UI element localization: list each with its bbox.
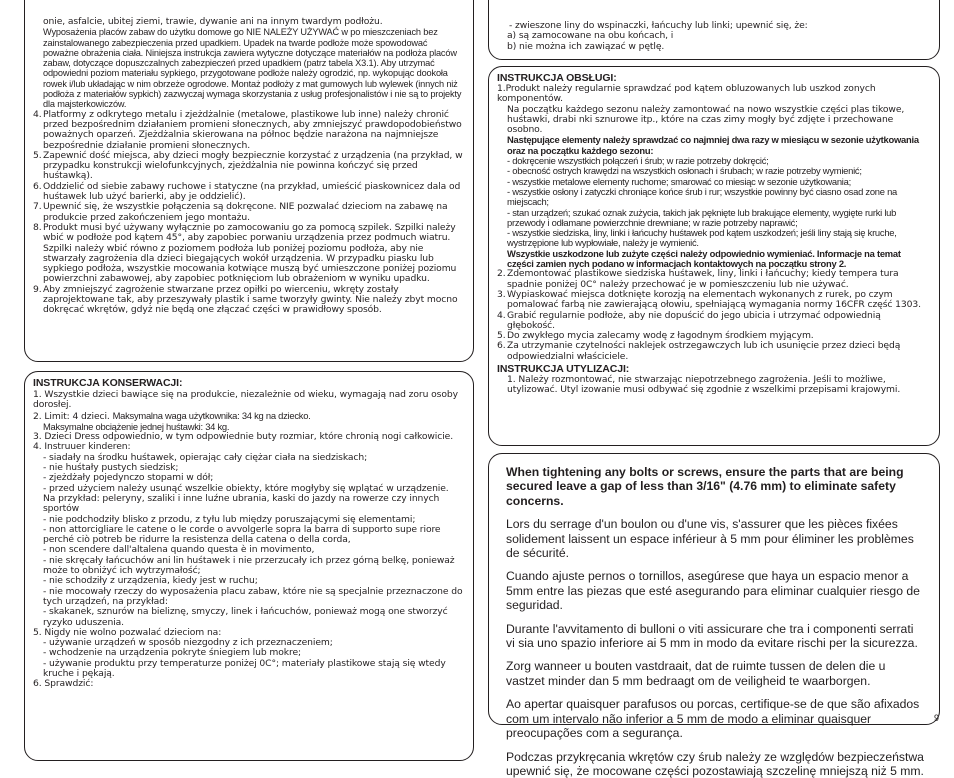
list-item: 5. Zapewnić dość miejsca, aby dzieci mogły bezpiecznie korzystać z urządzenia (na przykład, w przypadku konstrukcji wielofunkcyjnych, zjeżdżalnia nie powinna kończyć się przed huśtawką). — [33, 151, 463, 182]
warning-french: Lors du serrage d'un boulon ou d'une vis, s'assurer que les pièces fixées solidement laissent un espace inférieur à 5 mm pour éliminer les problèmes de sécurité. — [506, 517, 925, 560]
sub-list-item: - nie schodziły z urządzenia, kiedy jest w ruchu; — [43, 576, 463, 586]
sub-list-item: - przed użyciem należy usunąć wszelkie obiekty, które mogłyby się wplątać w urządzenie. Na przykład: peleryny, szaliki i inne luźne ubrania, kaski do jazdy na rowerze czy innych sportów — [43, 484, 463, 515]
sub-list-item: - non scendere dall'altalena quando questa è in movimento, — [43, 545, 463, 555]
sub-list-item: - nie podchodziły blisko z przodu, z tyłu lub między poruszającymi się elementami; — [43, 515, 463, 525]
list-item: 3. Dzieci Dress odpowiednio, w tym odpowiednie buty rozmiar, które chronią nogi całkowicie. — [33, 432, 463, 442]
list-item: 4. Grabić regularnie podłoże, aby nie dopuścić do jego ubicia i utrzymać odpowiednią głębokość. — [497, 311, 929, 332]
operation-box — [488, 66, 940, 446]
text-line: - zwieszone liny do wspinaczki, łańcuchy lub linki; upewnić się, że: — [507, 21, 929, 31]
list-item: 6. Za utrzymanie czytelności naklejek ostrzegawczych lub ich usunięcie przez dzieci będą odpowiedzialni właściciele. — [497, 341, 929, 362]
check-item: - wszystkie osłony i zatyczki chroniące końce śrub i rur; wszystkie powinny być ciasno osad zone na miejscach; — [507, 187, 929, 208]
sub-list-item: - wchodzenie na urządzenia pokryte śniegiem lub mokre; — [43, 648, 463, 658]
list-item: 2. Zdemontować plastikowe siedziska huśtawek, liny, linki i łańcuchy; kiedy tempera tura spadnie poniżej 0C° należy przechować je w pomieszczeniu lub nie używać. — [497, 269, 929, 290]
warning-portuguese: Ao apertar quaisquer parafusos ou porcas, certifique-se de que são afixados com um intervalo não inferior a 5 mm de modo a eliminar quaisquer preocupações com a segurança. — [506, 697, 925, 740]
list-item: 9. Aby zmniejszyć zagrożenie stwarzane przez opiłki po wierceniu, wkręty zostały zaprojektowane tak, aby przeszywały plastik i same tworzyły gwinty. Nie należy zbyt mocno dokręcać wkrętów, gdyż nie będą one złączać części w prawidłowy sposób. — [33, 285, 463, 316]
warning-english: When tightening any bolts or screws, ensure the parts that are being secured leave a gap of less than 3/16" (4.76 mm) to eliminate safety concerns. — [506, 465, 925, 508]
bold-note: Wszystkie uszkodzone lub zużyte części należy odpowiednio wymieniać. Informacje na temat części zamien nych podano w informacjach kontaktowych na początku strony 2. — [497, 249, 929, 270]
warning-spanish: Cuando ajuste pernos o tornillos, asegúrese que haya un espacio menor a 5mm entre las piezas que esté asegurando para eliminar cualquier riesgo de seguridad. — [506, 569, 925, 612]
warning-italian: Durante l'avvitamento di bulloni o viti assicurare che tra i componenti serrati vi sia uno spazio inferiore ai 5 mm in modo da evitare rischi per la sicurezza. — [506, 622, 925, 651]
section-heading: INSTRUKCJA KONSERWACJI: — [33, 378, 463, 389]
safety-warning-box — [488, 453, 940, 725]
list-item: 4. Instruuer kinderen: — [33, 442, 463, 452]
installation-box — [24, 0, 474, 362]
check-item: - stan urządzeń; szukać oznak zużycia, takich jak pęknięte lub brakujące elementy, wygięte rurki lub przewody i odłamane powierzchnie drewniane; w razie potrzeby naprawić; — [507, 208, 929, 229]
inspection-box — [488, 0, 940, 60]
text-line: b) nie można ich zawiązać w pętlę. — [507, 42, 929, 52]
sub-list-item: - używanie produktu przy temperaturze poniżej 0C°; materiały plastikowe stają się wtedy kruche i pękają. — [43, 659, 463, 680]
page-number: 9 — [934, 713, 939, 723]
check-item: - wszystkie siedziska, liny, linki i łańcuchy huśtawek pod kątem uszkodzeń; jeśli liny stają się kruche, wystrzępione lub wypłowiałe, należy je wymienić. — [507, 228, 929, 249]
text-paragraph: Wyposażenia placów zabaw do użytku domowe go NIE NALEŻY UŻYWAĆ w po mieszczeniach bez zainstalowanego zabezpieczenia przed upadkiem. Upadek na twarde podłoże może spowodować poważne obrażenia ciała. Niniejsza instrukcja zawiera wytyczne dotyczące materiałów na podłoża placów zabaw, dotyczące dopuszczalnych zabezpieczeń przed upadkiem (patrz tabela X3.1). Aby utrzymać odpowiedni poziom materiału sypkiego, przygotowane podłoże należy ogrodzić, np. wykopując dookoła rowek i/lub układając w nim obrzeże ogrodowe. Montaż podłoży z mat gumowych lub wylewek (innych niż podłoża z materiałów sypkich) zazwyczaj wymaga skorzystania z usług profesjonalistów i nie są to projekty dla majsterkowiczów. — [33, 27, 463, 109]
sub-list-item: - siadały na środku huśtawek, opierając cały ciężar ciała na siedziskach; — [43, 453, 463, 463]
sub-list-item: - nie huśtały pustych siedzisk; — [43, 463, 463, 473]
check-list — [497, 156, 929, 249]
sub-list — [33, 638, 463, 679]
check-item: - wszystkie metalowe elementy ruchome; smarować co miesiąc w sezonie użytkowania; — [507, 177, 929, 187]
conservation-box — [24, 371, 474, 761]
list-item: 1.Produkt należy regularnie sprawdzać pod kątem obluzowanych lub uszkod zonych komponentów. — [497, 84, 929, 105]
warning-dutch: Zorg wanneer u bouten vastdraait, dat de ruimte tussen de delen die u vastzet minder dan 5 mm bedraagt om de veiligheid te waarborgen. — [506, 659, 925, 688]
sub-list-item: - non attorcigliare le catene o le corde o avvolgerle sopra la barra di supporto supe riore perché ciò potreb be ridurre la resistenza della catena o della corda, — [43, 525, 463, 546]
warning-polish: Podczas przykręcania wkrętów czy śrub należy ze względów bezpieczeństwa upewnić się, że mocowane części pozostawiają szczelinę mniejszą niż 5 mm. — [506, 750, 925, 778]
text-paragraph: 1. Należy rozmontować, nie stwarzając niepotrzebnego zagrożenia. Jeśli to możliwe, utylizować. Utyl izowanie musi odbywać się zgodnie z wszelkimi przepisami krajowymi. — [497, 375, 929, 396]
list-item: 1. Wszystkie dzieci bawiące się na produkcie, niezależnie od wieku, wymagają nad zoru osoby dorosłej. — [33, 390, 463, 411]
check-item: - dokręcenie wszystkich połączeń i śrub; w razie potrzeby dokręcić; — [507, 156, 929, 166]
section-heading: INSTRUKCJA OBSŁUGI: — [497, 73, 929, 84]
list-item: 8. Produkt musi być używany wyłącznie po zamocowaniu go za pomocą szpilek. Szpilki należy wbić w podłoże pod kątem 45°, aby zapobiec porwaniu urządzenia przez podmuch wiatru. Szpilki należy wbić równo z poziomem podłoża lub poniżej poziomu podłoża, aby nie stwarzały zagrożenia dla dzieci biegających wokół urządzenia. W przypadku piasku lub sypkiego podłoża, wszystkie mocowania kotwiące muszą być umieszczone poniżej poziomu powierzchni zabawowej, aby zapobiec potknięciom lub obrażeniom w wyniku upadku. — [33, 223, 463, 285]
list-item: 6. Oddzielić od siebie zabawy ruchowe i statyczne (na przykład, umieścić piaskownicez dala od huśtawek lub użyć barierki, aby je oddzielić). — [33, 182, 463, 203]
list-item: 4. Platformy z odkrytego metalu i zjeżdżalnie (metalowe, plastikowe lub inne) należy chronić przed bezpośrednim działaniem promieni słonecznych, aby zmniejszyć prawdopodobieństwo poważnych oparzeń. Zjeżdżalnia skierowana na północ będzie narażona na najmniejsze bezpośrednie działanie promieni słonecznych. — [33, 110, 463, 151]
bold-note: Następujące elementy należy sprawdzać co najmniej dwa razy w miesiącu w sezonie użytkowania oraz na początku każdego sezonu: — [497, 135, 929, 156]
list-item: 7. Upewnić się, że wszystkie połączenia są dokręcone. NIE pozwalać dzieciom na zabawę na produkcie przed zakończeniem jego montażu. — [33, 202, 463, 223]
section-heading: INSTRUKCJA UTYLIZACJI: — [497, 364, 929, 375]
list-item: 6. Sprawdzić: — [33, 679, 463, 689]
sub-list-item: - nie skręcały łańcuchów ani lin huśtawek i nie przerzucały ich przez górną belkę, ponieważ może to obniżyć ich wytrzymałość; — [43, 556, 463, 577]
sub-list — [33, 453, 463, 628]
sub-list-item: - używanie urządzeń w sposób niezgodny z ich przeznaczeniem; — [43, 638, 463, 648]
list-item: 5. Nigdy nie wolno pozwalać dzieciom na: — [33, 628, 463, 638]
list-item: 3. Wypiaskować miejsca dotknięte korozją na elementach wykonanych z rurek, po czym pomalować farbą nie zawierającą ołowiu, spełniającą wymagania normy 16CFR część 1303. — [497, 290, 929, 311]
sub-list-item: - zjeżdżały pojedynczo stopami w dół; — [43, 473, 463, 483]
text-line: onie, asfalcie, ubitej ziemi, trawie, dywanie ani na innym twardym podłożu. — [33, 17, 463, 27]
text-line: a) są zamocowane na obu końcach, i — [507, 31, 929, 41]
text-paragraph: Na początku każdego sezonu należy zamontować na nowo wszystkie części plas tikowe, huśtawki, drabi nki sznurowe itp., które na czas zimy mogły być zdjęte i przechowane osobno. — [497, 105, 929, 136]
list-item-detail: Maksymalne obciążenie jednej huśtawki: 34 kg. — [33, 422, 463, 432]
check-item: - obecność ostrych krawędzi na wszystkich osłonach i śrubach; w razie potrzeby wymienić; — [507, 166, 929, 176]
list-item: 5. Do zwykłego mycia zalecamy wodę z łagodnym środkiem myjącym. — [497, 331, 929, 341]
sub-list-item: - skakanek, sznurów na bieliznę, smyczy, linek i łańcuchów, ponieważ mogą one stworzyć ryzyko uduszenia. — [43, 607, 463, 628]
sub-list-item: - nie mocowały rzeczy do wyposażenia placu zabaw, które nie są specjalnie przeznaczone do tych urządzeń, na przykład: — [43, 587, 463, 608]
list-item: 2. Limit: 4 dzieci. Maksymalna waga użytkownika: 34 kg na dziecko. — [33, 411, 463, 422]
